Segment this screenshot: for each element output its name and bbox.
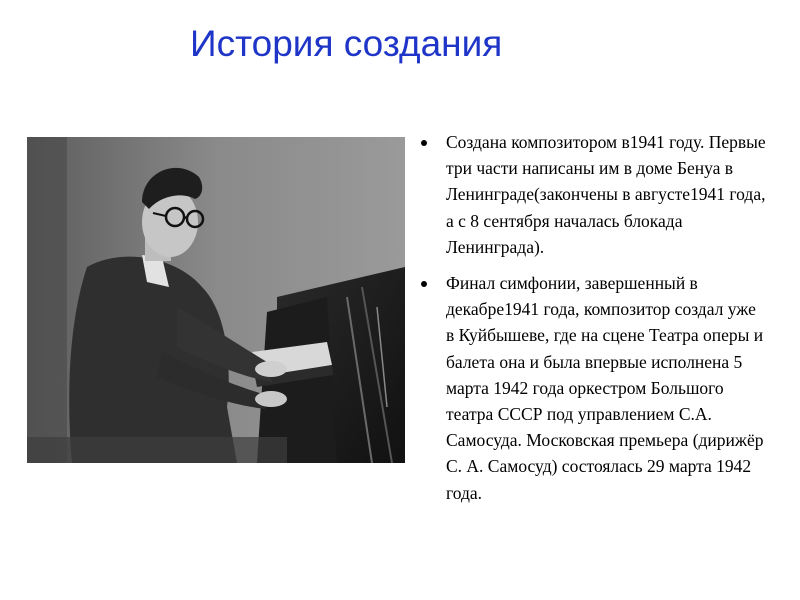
slide-title: История создания xyxy=(190,23,503,64)
bullet-list xyxy=(418,129,768,516)
photo-image xyxy=(27,137,405,463)
bullet-text: Финал симфонии, завершенный в декабре1941 года, композитор создал уже в Куйбышеве, где на сцене Театра оперы и балета она и была впервые исполнена 5 марта 1942 года оркестром Большого театра СССР под управлением С.А. Самосуда. Московская премьера (дирижёр С. А. Самосуд) состоялась 29 марта 1942 года. xyxy=(446,273,764,503)
bullet-item xyxy=(418,270,768,506)
composer-photo xyxy=(27,137,405,463)
bullet-text: Создана композитором в1941 году. Первые три части написаны им в доме Бенуа в Ленинграде(закончены в августе1941 года, а с 8 сентября началась блокада Ленинграда). xyxy=(446,132,766,257)
bullet-dot-icon xyxy=(421,140,427,146)
bullet-dot-icon xyxy=(421,281,427,287)
bullet-item xyxy=(418,129,768,260)
